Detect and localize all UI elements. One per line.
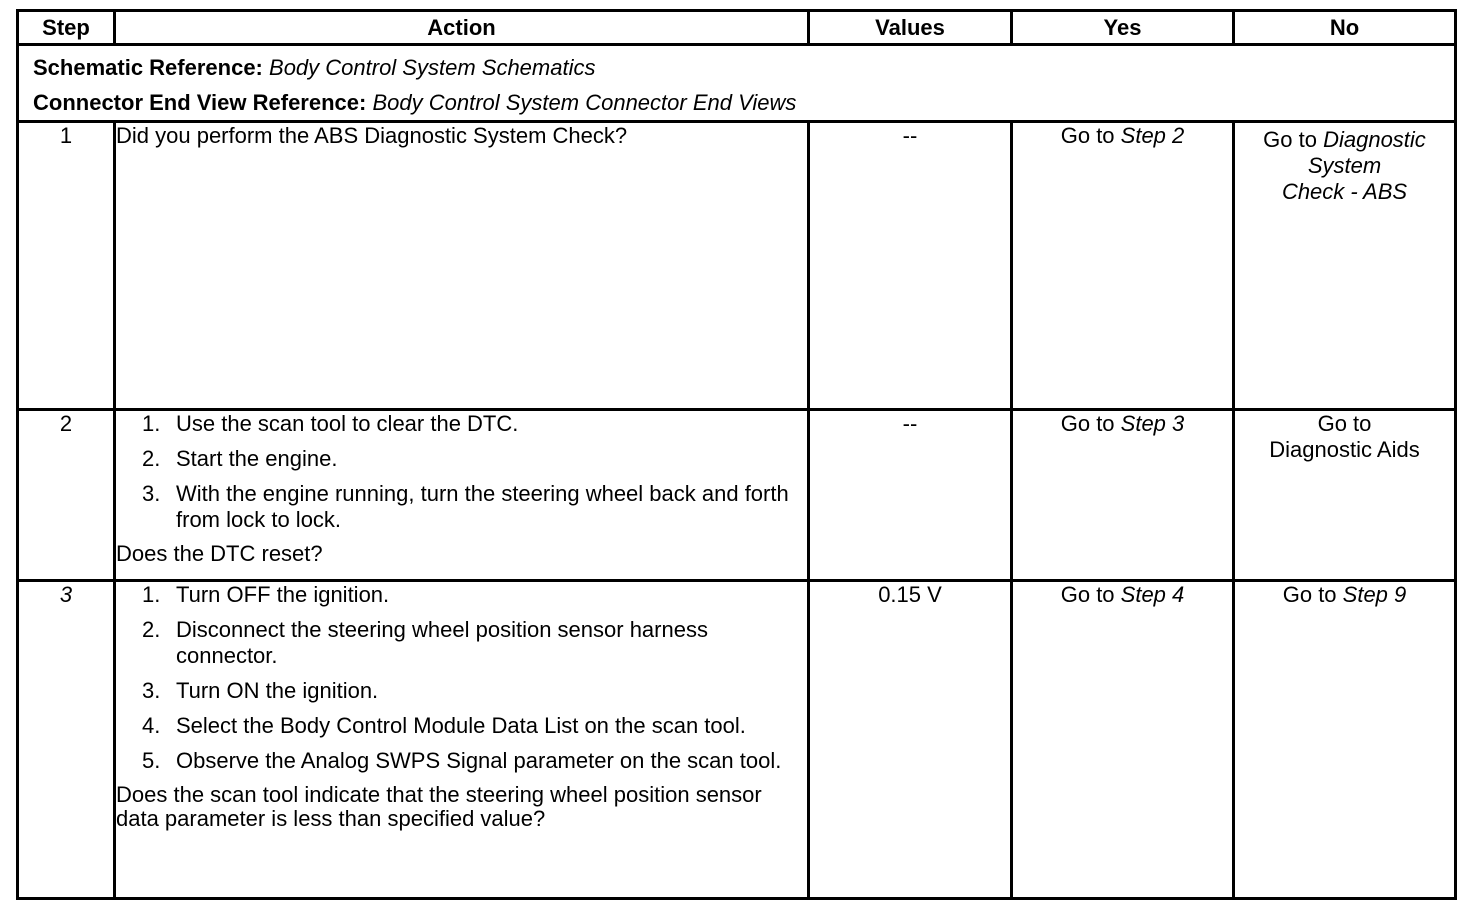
action-cell bbox=[115, 122, 809, 410]
no-link-part-2[interactable]: System bbox=[1307, 153, 1382, 178]
action-steps bbox=[116, 582, 807, 774]
action-step bbox=[116, 411, 807, 437]
header-values: Values bbox=[809, 11, 1012, 45]
action-step bbox=[116, 678, 807, 704]
action-step bbox=[116, 748, 807, 774]
yes-prefix: Go to bbox=[1060, 411, 1121, 436]
header-step: Step bbox=[18, 11, 115, 45]
action-step-text: Use the scan tool to clear the DTC. bbox=[176, 411, 519, 436]
connector-reference-label: Connector End View Reference: bbox=[33, 90, 367, 115]
step-number: 2 bbox=[18, 410, 115, 581]
action-step bbox=[116, 481, 807, 533]
action-question: Does the scan tool indicate that the steering wheel position sensor data parameter is less than specified value? bbox=[116, 782, 762, 831]
action-step-number: 5. bbox=[142, 748, 161, 773]
action-step-text: Start the engine. bbox=[176, 446, 338, 471]
step-row-3 bbox=[18, 581, 1456, 899]
action-step-number: 3. bbox=[142, 481, 161, 506]
no-prefix: Go to bbox=[1263, 127, 1324, 152]
no-cell bbox=[1234, 122, 1456, 410]
no-link-part-1[interactable]: Diagnostic bbox=[1323, 127, 1426, 152]
action-step-number: 2. bbox=[142, 446, 161, 471]
reference-cell bbox=[18, 45, 1456, 122]
yes-prefix: Go to bbox=[1060, 123, 1121, 148]
step-number: 1 bbox=[18, 122, 115, 410]
no-diagnostic-aids-link[interactable]: Diagnostic Aids bbox=[1269, 437, 1420, 462]
no-prefix: Go to bbox=[1282, 582, 1343, 607]
no-cell bbox=[1234, 410, 1456, 581]
no-line-1: Go to bbox=[1317, 411, 1372, 436]
header-no: No bbox=[1234, 11, 1456, 45]
diagnostic-table bbox=[16, 9, 1457, 900]
action-step-number: 1. bbox=[142, 582, 161, 607]
action-step-number: 3. bbox=[142, 678, 161, 703]
step-row-1 bbox=[18, 122, 1456, 410]
action-step-text: Select the Body Control Module Data List on the scan tool. bbox=[176, 713, 746, 738]
action-step bbox=[116, 617, 807, 669]
yes-step-link[interactable]: Step 2 bbox=[1120, 123, 1185, 148]
header-action: Action bbox=[115, 11, 809, 45]
action-step-number: 1. bbox=[142, 411, 161, 436]
action-step bbox=[116, 446, 807, 472]
yes-cell bbox=[1012, 410, 1234, 581]
action-question: Does the DTC reset? bbox=[116, 541, 323, 566]
value-cell: 0.15 V bbox=[809, 581, 1012, 899]
yes-cell bbox=[1012, 122, 1234, 410]
reference-row bbox=[18, 45, 1456, 122]
schematic-reference-link[interactable]: Body Control System Schematics bbox=[269, 55, 596, 80]
no-step-link[interactable]: Step 9 bbox=[1342, 582, 1407, 607]
action-step bbox=[116, 713, 807, 739]
header-row bbox=[18, 11, 1456, 45]
action-step-text: Disconnect the steering wheel position sensor harness connector. bbox=[176, 617, 708, 668]
value-cell: -- bbox=[809, 410, 1012, 581]
yes-step-link[interactable]: Step 4 bbox=[1120, 582, 1185, 607]
yes-prefix: Go to bbox=[1060, 582, 1121, 607]
header-yes: Yes bbox=[1012, 11, 1234, 45]
yes-step-link[interactable]: Step 3 bbox=[1120, 411, 1185, 436]
action-step-text: Turn OFF the ignition. bbox=[176, 582, 390, 607]
step-number: 3 bbox=[18, 581, 115, 899]
no-link-part-3[interactable]: Check - ABS bbox=[1281, 179, 1408, 204]
schematic-reference bbox=[33, 50, 1454, 85]
action-step-number: 2. bbox=[142, 617, 161, 642]
action-step-text: Turn ON the ignition. bbox=[176, 678, 379, 703]
step-row-2 bbox=[18, 410, 1456, 581]
action-steps bbox=[116, 411, 807, 533]
value-cell: -- bbox=[809, 122, 1012, 410]
yes-cell bbox=[1012, 581, 1234, 899]
connector-reference-link[interactable]: Body Control System Connector End Views bbox=[372, 90, 797, 115]
action-step-number: 4. bbox=[142, 713, 161, 738]
action-question: Did you perform the ABS Diagnostic System Check? bbox=[116, 123, 628, 148]
connector-reference bbox=[33, 85, 1454, 120]
action-cell bbox=[115, 410, 809, 581]
schematic-reference-label: Schematic Reference: bbox=[33, 55, 263, 80]
action-step-text: Observe the Analog SWPS Signal parameter on the scan tool. bbox=[176, 748, 782, 773]
action-cell bbox=[115, 581, 809, 899]
no-cell bbox=[1234, 581, 1456, 899]
action-step bbox=[116, 582, 807, 608]
action-step-text: With the engine running, turn the steering wheel back and forth from lock to lock. bbox=[176, 481, 789, 532]
